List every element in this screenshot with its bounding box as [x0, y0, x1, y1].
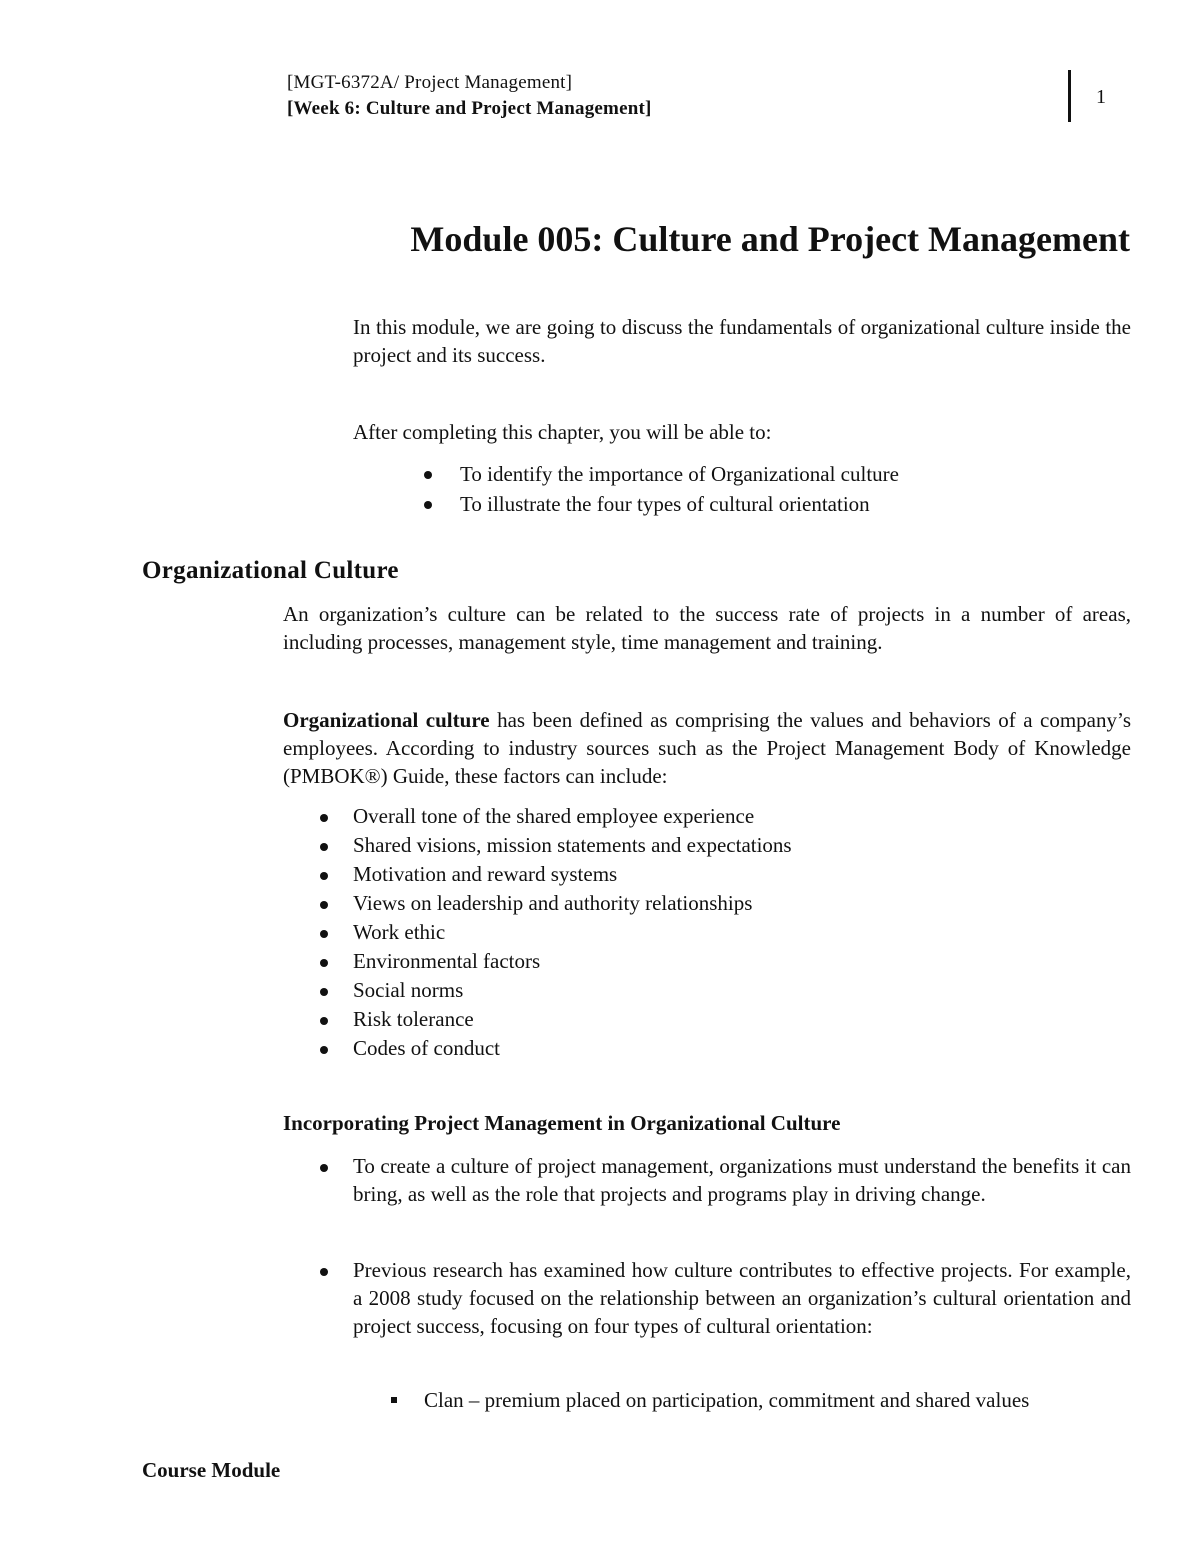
list-item: Risk tolerance: [316, 1005, 792, 1034]
page-number: 1: [1096, 86, 1106, 108]
culture-factors-list: [316, 802, 792, 1063]
list-item: Motivation and reward systems: [316, 860, 792, 889]
list-item: Clan – premium placed on participation, commitment and shared values: [386, 1386, 1131, 1414]
header-course: [MGT-6372A/ Project Management]: [287, 72, 573, 93]
section-paragraph-two: [283, 706, 1131, 790]
list-item: Environmental factors: [316, 947, 792, 976]
list-item: Overall tone of the shared employee experience: [316, 802, 792, 831]
incorporating-point-one: [316, 1152, 1131, 1208]
page-title: Module 005: Culture and Project Management: [410, 219, 1130, 259]
subsection-heading: Incorporating Project Management in Organizational Culture: [283, 1111, 841, 1135]
definition-text: has been defined as comprising the values and behaviors of a company’s employees. According to industry sources such as the Project Management Body of Knowledge (PMBOK®) Guide, these factors can include:: [283, 708, 1131, 788]
section-paragraph-one: An organization’s culture can be related to the success rate of projects in a number of areas, including processes, management style, time management and training.: [283, 602, 1131, 654]
list-item: Work ethic: [316, 918, 792, 947]
list-item: Shared visions, mission statements and expectations: [316, 831, 792, 860]
incorporating-point-two: [316, 1256, 1131, 1340]
header-week: [Week 6: Culture and Project Management]: [287, 98, 652, 119]
list-item: To identify the importance of Organizational culture: [420, 459, 899, 489]
objectives-lead: After completing this chapter, you will be able to:: [353, 420, 772, 444]
list-item: Social norms: [316, 976, 792, 1005]
intro-paragraph: In this module, we are going to discuss the fundamentals of organizational culture inside the project and its success.: [353, 315, 1131, 367]
header-divider: [1068, 70, 1071, 122]
list-item: Codes of conduct: [316, 1034, 792, 1063]
footer-label: Course Module: [142, 1458, 281, 1482]
list-item: Views on leadership and authority relationships: [316, 889, 792, 918]
list-item: To create a culture of project management, organizations must understand the benefits it can bring, as well as the role that projects and programs play in driving change.: [316, 1152, 1131, 1208]
cultural-orientation-list: [386, 1386, 1131, 1414]
defined-term: Organizational culture: [283, 708, 490, 732]
section-heading: Organizational Culture: [142, 557, 399, 584]
objectives-list: [420, 459, 899, 519]
list-item: Previous research has examined how culture contributes to effective projects. For example, a 2008 study focused on the relationship between an organization’s cultural orientation and project success, focusing on four types of cultural orientation:: [316, 1256, 1131, 1340]
list-item: To illustrate the four types of cultural orientation: [420, 489, 899, 519]
